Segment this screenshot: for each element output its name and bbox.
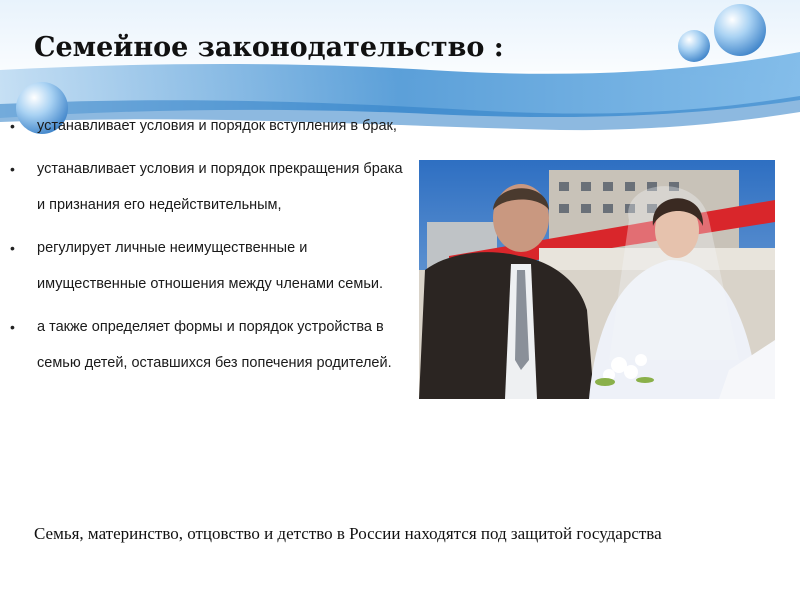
bullet-marker: • (10, 161, 15, 177)
bullet-list (10, 108, 410, 388)
wedding-couple-photo-icon (419, 160, 775, 399)
list-item (10, 151, 410, 223)
list-item (10, 230, 410, 302)
bullet-marker: • (10, 240, 15, 256)
list-item (10, 108, 410, 144)
bullet-marker: • (10, 118, 15, 134)
bullet-text: а также определяет формы и порядок устройства в семью детей, оставшихся без попечения родителей. (37, 319, 392, 371)
footer-note: Семья, материнство, отцовство и детство в России находятся под защитой государства (34, 524, 662, 543)
bullet-text: устанавливает условия и порядок вступления в брак, (37, 118, 397, 134)
bullet-marker: • (10, 319, 15, 335)
bullet-text: устанавливает условия и порядок прекращения брака и признания его недействительным, (37, 161, 403, 213)
list-item (10, 309, 410, 381)
slide-title: Семейное законодательство : (34, 32, 504, 63)
bullet-text: регулирует личные неимущественные и имущественные отношения между членами семьи. (37, 240, 384, 292)
